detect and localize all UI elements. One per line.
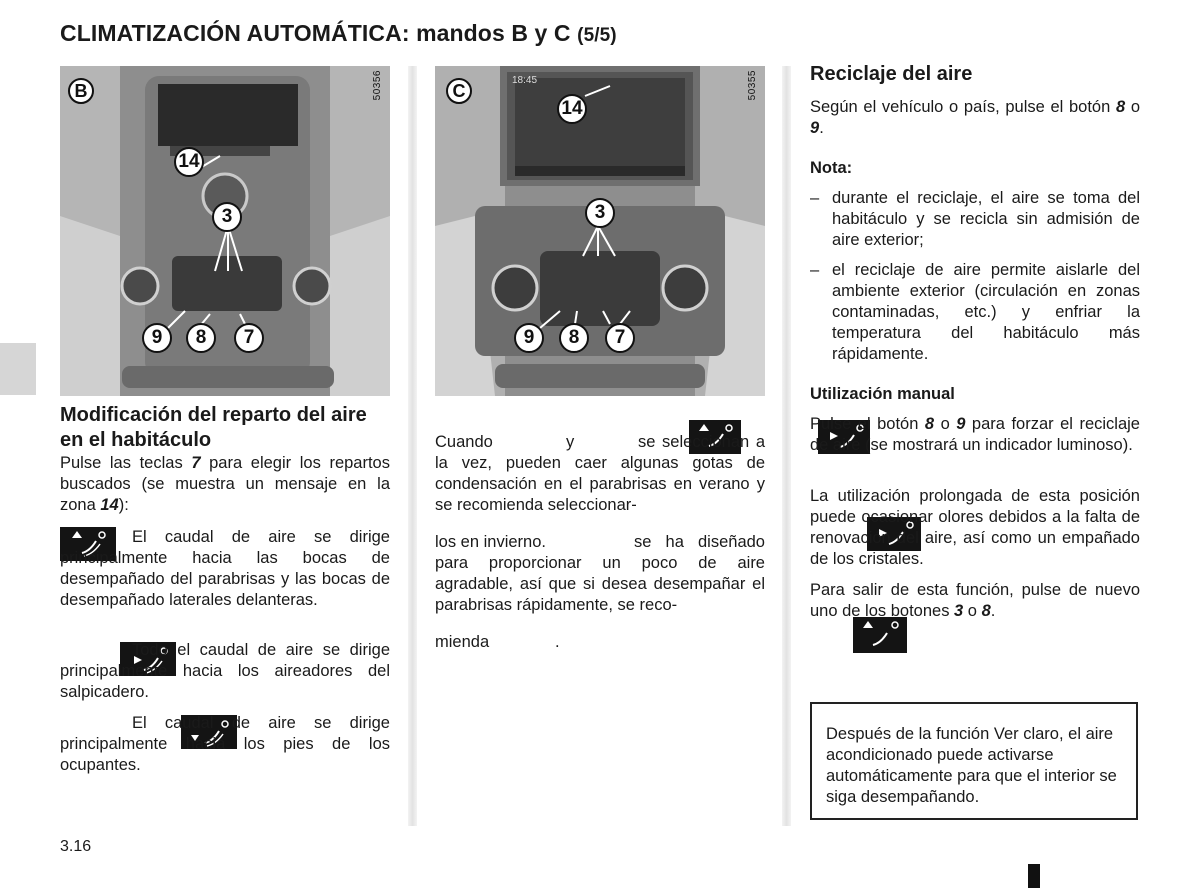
- paragraph-text: La utilización prolongada de esta posición puede ocasionar olores debidos a la falta de renovación del aire, así como un empañado de los cristales.: [810, 487, 1140, 568]
- paragraph-text: .: [555, 633, 560, 651]
- paragraph-text: Pulse el botón 8 o 9 para forzar el reciclaje de aire (se mostrará un indicador luminoso).: [810, 415, 1140, 454]
- note-label: Nota:: [810, 159, 853, 177]
- callout-7: 7: [234, 323, 264, 353]
- note-text: Después de la función Ver claro, el aire acondicionado puede activarse automáticamente para que el interior se siga desempañando.: [826, 725, 1117, 806]
- callout-8: 8: [559, 323, 589, 353]
- callout-3: 3: [212, 202, 242, 232]
- column-separator: [782, 66, 791, 826]
- list-item: – el reciclaje de aire permite aislarle del ambiente exterior (circulación en zonas contaminadas, etc.) y enfriar la temperatura del habitáculo más rápidamente.: [810, 261, 1140, 363]
- page-indicator: (5/5): [577, 25, 617, 46]
- intro-paragraph: Pulse las teclas 7 para elegir los repartos buscados (se muestra un mensaje en la zona 14):: [60, 454, 390, 514]
- paragraph-text: se seleccionan a la vez, pueden caer algunas gotas de condensación en el parabrisas en verano y se recomienda seleccionar-: [435, 433, 765, 514]
- page-number: 3.16: [60, 838, 92, 855]
- callout-3: 3: [585, 198, 615, 228]
- callout-8: 8: [186, 323, 216, 353]
- callout-14: 14: [557, 94, 587, 124]
- paragraph-text: Según el vehículo o país, pulse el botón 8 o 9.: [810, 98, 1140, 137]
- subheading: Utilización manual: [810, 385, 955, 403]
- paragraph-text: y: [566, 433, 575, 451]
- airflow-description: El caudal de aire se dirige principalmente hacia los pies de los ocupantes.: [60, 714, 390, 774]
- callout-7: 7: [605, 323, 635, 353]
- chapter-tab: [0, 343, 36, 395]
- figure-letter-b: B: [68, 78, 94, 104]
- airflow-description: El caudal de aire se dirige principalmente hacia las bocas de desempañado del parabrisas y las bocas de desempañado laterales delanteras.: [60, 528, 390, 609]
- page-title: CLIMATIZACIÓN AUTOMÁTICA: mandos B y C (5/5): [60, 20, 617, 46]
- figure-letter-c: C: [446, 78, 472, 104]
- paragraph-text: Cuando: [435, 433, 493, 451]
- figure-code: 50356: [372, 70, 383, 101]
- airflow-description: Todo el caudal de aire se dirige principalmente hacia los aireadores del salpicadero.: [60, 641, 390, 701]
- paragraph-text: mienda: [435, 633, 490, 651]
- windscreen-demist-icon: [853, 617, 907, 653]
- list-item: – durante el reciclaje, el aire se toma del habitáculo y se recicla sin admisión de aire exterior;: [810, 189, 1140, 249]
- figure-code: 50355: [747, 70, 758, 101]
- callout-14: 14: [174, 147, 204, 177]
- section-heading: Reciclaje del aire: [810, 63, 973, 85]
- figure-c-dashboard-photo: [435, 66, 765, 396]
- screen-clock: 18:45: [512, 75, 538, 86]
- column-separator: [408, 66, 417, 826]
- paragraph-text: Para salir de esta función, pulse de nuevo uno de los botones 3 o 8.: [810, 581, 1140, 620]
- paragraph-text: se ha diseñado para proporcionar un poco de aire agradable, así que si desea desempañar el parabrisas rápidamente, se reco-: [435, 533, 765, 614]
- callout-9: 9: [142, 323, 172, 353]
- paragraph-text: los en invierno.: [435, 533, 546, 551]
- section-heading: Modificación del reparto del aire en el habitáculo: [60, 404, 367, 451]
- page-corner-mark: [1028, 864, 1040, 888]
- note-box: [810, 702, 1138, 820]
- callout-9: 9: [514, 323, 544, 353]
